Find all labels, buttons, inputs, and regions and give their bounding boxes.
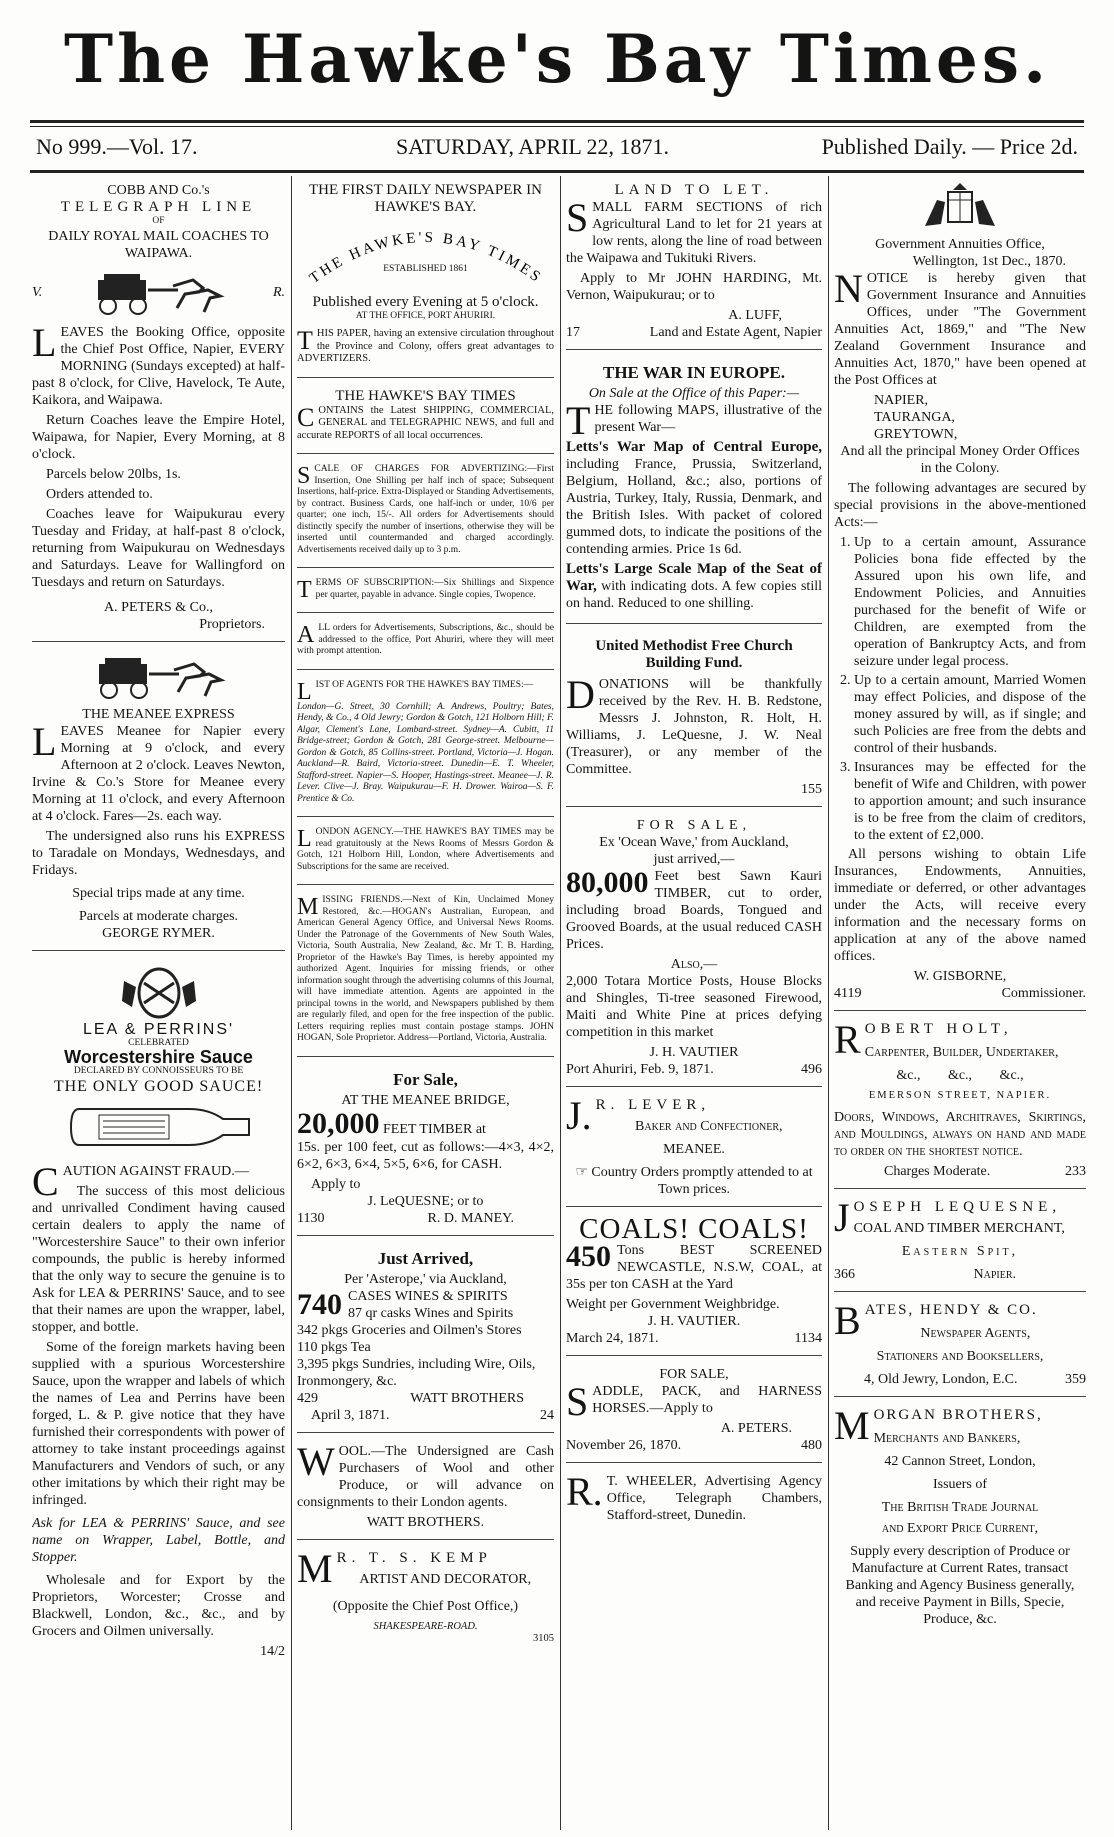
- ad-signature: A. PETERS.: [720, 1421, 792, 1436]
- ad-heading: United Methodist Free Church Building Fund.: [595, 638, 793, 671]
- masthead-rule: [30, 120, 1084, 123]
- ad-text: Merchants and Bankers,: [873, 1430, 1021, 1446]
- drop-cap: C: [297, 402, 315, 432]
- ad-text: 87 qr casks Wines and Spirits: [348, 1305, 514, 1321]
- lea-perrins-ad: [32, 957, 285, 1668]
- saddle-sale-ad: [566, 1362, 822, 1463]
- ad-signature: WATT BROTHERS: [410, 1390, 524, 1406]
- ad-date: March 24, 1871.: [566, 1331, 659, 1346]
- ad-text: Napier.: [973, 1266, 1016, 1282]
- ad-text: MEANEE.: [663, 1142, 725, 1157]
- ad-date: Wellington, 1st Dec., 1870.: [912, 254, 1066, 269]
- lequesne-ad: [834, 1195, 1086, 1292]
- ad-number: 233: [1065, 1163, 1086, 1179]
- missing-friends-ad: [297, 891, 554, 1057]
- ad-text: FEET TIMBER at: [383, 1121, 486, 1137]
- ad-text: Special trips made at any time.: [72, 885, 245, 901]
- coat-of-arms-icon: [915, 182, 1005, 232]
- ad-date: Port Ahuriri, Feb. 9, 1871.: [566, 1062, 714, 1077]
- masthead: [30, 0, 1084, 118]
- war-maps-ad: [566, 356, 822, 624]
- ad-text: Coaches leave for Waipukurau every Tuesday and Friday, at half-past 8 o'clock, returning from Waipukurau on Wednesdays and Saturdays. Leave for Wallingford on Tuesdays and return on Saturdays.: [32, 506, 285, 590]
- land-to-let-ad: [566, 178, 822, 350]
- drop-cap: A: [297, 622, 315, 648]
- pointing-hand-icon: ☞: [575, 1165, 588, 1180]
- just-arrived-ad: [297, 1242, 554, 1433]
- ad-heading: COBB AND Co.'s: [107, 183, 210, 198]
- ad-text: Baker and Confectioner,: [635, 1119, 783, 1134]
- ad-text: T. WHEELER, Advertising Agency Office, Telegraph Chambers, Stafford-street, Dunedin.: [606, 1474, 822, 1523]
- ad-number: 496: [801, 1062, 822, 1077]
- ad-heading: COALS! COALS!: [579, 1213, 809, 1245]
- ad-date: November 26, 1870.: [566, 1438, 682, 1453]
- ad-heading: Just Arrived,: [377, 1248, 474, 1268]
- ad-number: 1130: [297, 1210, 325, 1226]
- column-1: [32, 178, 285, 1828]
- column-divider: [828, 176, 829, 1830]
- ad-heading: LEA & PERRINS': [82, 1020, 235, 1038]
- first-daily-ad: [297, 178, 554, 378]
- drop-cap: N: [834, 266, 863, 311]
- ad-text: ADDLE, PACK, and HARNESS HORSES.—Apply to: [592, 1384, 822, 1416]
- ad-heading: AUTION AGAINST FRAUD.—: [62, 1163, 249, 1179]
- svg-text:THE HAWKE'S BAY TIMES: [306, 230, 544, 286]
- advantages-list: [834, 534, 1086, 844]
- ad-heading: R. LEVER,: [595, 1097, 711, 1113]
- ad-text: EAVES Meanee for Napier every Morning at 9 o'clock, and every Afternoon at 2 o'clock. Leaves Newton, Irvine & Co.'s Store for Meanee every Morning at 11 o'clock, and every Afternoon at 4 o'clock. Fares—2s. each way.: [32, 723, 285, 824]
- coach-mark-r: R.: [272, 285, 285, 300]
- ad-big-number: 740: [297, 1287, 342, 1321]
- drop-cap: L: [32, 718, 57, 764]
- drop-cap: S: [566, 195, 589, 240]
- ad-text: Return Coaches leave the Empire Hotel, Waipawa, for Napier, Every Morning, at 8 o'clock.: [32, 412, 285, 462]
- timber-sale-ad: [297, 1063, 554, 1236]
- ad-text: Land and Estate Agent, Napier: [649, 325, 822, 340]
- ad-text: Orders attended to.: [46, 486, 153, 502]
- ad-text: MALL FARM SECTIONS of rich Agricultural Land to let for 21 years at low rents, along the line of road between the Waipawa and Tukituki Rivers.: [566, 200, 822, 266]
- coach-mark-v: V.: [32, 285, 43, 300]
- ad-text: SHAKESPEARE-ROAD.: [373, 1620, 478, 1632]
- ad-heading: R. T. S. KEMP: [336, 1549, 492, 1566]
- ad-signature: A. LUFF,: [728, 308, 782, 323]
- ad-number: 1134: [794, 1331, 822, 1346]
- drop-cap: T: [297, 326, 313, 355]
- ad-text: Carpenter, Builder, Undertaker,: [864, 1045, 1059, 1060]
- ad-text: Doors, Windows, Architraves, Skirtings, and Mouldings, always on hand and made to order on the shortest notice.: [834, 1109, 1086, 1159]
- ad-text: 4, Old Jewry, London, E.C.: [864, 1371, 1018, 1387]
- ad-date: April 3, 1871.: [311, 1407, 390, 1423]
- ad-text: OF: [152, 216, 165, 226]
- drop-cap: S: [566, 1379, 589, 1424]
- column-2: [297, 178, 554, 1828]
- coach-illustration-row: [32, 268, 285, 318]
- ad-text: Weight per Government Weighbridge.: [566, 1297, 780, 1312]
- ad-text: GREYTOWN,: [874, 427, 958, 442]
- ad-text: Issuers of: [932, 1476, 988, 1492]
- ad-heading: Government Annuities Office,: [875, 237, 1045, 252]
- ad-number: 480: [801, 1438, 822, 1453]
- ad-signature: WATT BROTHERS.: [366, 1514, 485, 1530]
- advertizing-charges: [297, 460, 554, 568]
- dateline-rule: [30, 170, 1084, 173]
- ad-text: LL orders for Advertisements, Subscriptions, &c., should be addressed to the office, Port Ahuriri, where they will meet with prompt attention.: [297, 623, 554, 656]
- ad-text: Newspaper Agents,: [920, 1325, 1031, 1341]
- ad-text: CASES WINES & SPIRITS: [348, 1288, 508, 1304]
- column-4: [834, 178, 1086, 1828]
- ad-heading: IST OF AGENTS FOR THE HAWKE'S BAY TIMES:—: [315, 679, 534, 690]
- issue-number: No 999.—Vol. 17.: [36, 134, 198, 159]
- ad-text: OOL.—The Undersigned are Cash Purchasers of Wool and other Produce, or will advance on consignments to their London agents.: [297, 1443, 554, 1510]
- ad-heading: LAND TO LET.: [614, 182, 774, 198]
- ad-text: 3,395 pkgs Sundries, including Wire, Oils, Ironmongery, &c.: [297, 1356, 536, 1389]
- gov-annuities-ad: [834, 178, 1086, 1011]
- ad-big-number: 80,000: [566, 866, 649, 899]
- ad-text: Stationers and Booksellers,: [876, 1348, 1044, 1364]
- ad-text: Tons BEST SCREENED NEWCASTLE, N.S.W, COAL, at 35s per ton CASH at the Yard: [566, 1243, 822, 1292]
- cobb-coaches-ad: [32, 178, 285, 642]
- drop-cap: W: [297, 1438, 335, 1484]
- morgan-brothers-ad: [834, 1403, 1086, 1639]
- ad-signature: Proprietors.: [199, 616, 265, 632]
- ad-number: 359: [1065, 1371, 1086, 1387]
- ad-text: London—G. Street, 30 Cornhill; A. Andrews, Poultry; Bates, Hendy, & Co., 4 Old Jewry; Gordon & Gotch, 121 Holborn Hill; F. Algar, Clement's Lane, Lombard-street. Sydney—A. Cubitt, 11 Bridge-street; Gordon & Gotch, 281 George-street. Melbourne—Gordon & Gotch, 85 Collins-street. Portland, Victoria—J. Hogan. Auckland—R. Baird, Victoria-street. Dunedin—E. T. Wheeler, Stafford-street. Napier—S. Hooper, Hastings-street. Meanee—J. R. Lever. Clive—J. Bray. Waipukurau—F. H. Drower. Wairoa—S. F. Prentice & Co.: [297, 701, 554, 804]
- ad-text: including France, Prussia, Switzerland, Belgium, Holland, &c.; also, portions of Austria, Turkey, Italy, Russia, Denmark, and the British Isles. With packet of colored gummed dots, to indicate the positions of the contending armies. Price 1s 6d.: [566, 457, 822, 557]
- ad-text: COAL AND TIMBER MERCHANT,: [853, 1220, 1065, 1236]
- ad-heading: Letts's War Map of Central Europe,: [566, 439, 822, 455]
- column-divider: [291, 176, 292, 1830]
- ad-heading: FOR SALE,: [659, 1367, 729, 1382]
- dateline: [36, 134, 1078, 164]
- ad-text: Charges Moderate.: [884, 1163, 991, 1179]
- ad-heading: Published every Evening at 5 o'clock.: [312, 293, 539, 310]
- list-item: 3. Insurances may be effected for the benefit of Wife and Children, with power to apportion amount; and such insurance is to be free from the claim of creditors, to the extent of £2,000.: [854, 759, 1086, 844]
- drop-cap: B: [834, 1297, 861, 1343]
- ad-heading: TELEGRAPH LINE: [60, 199, 257, 215]
- ad-text: ONATIONS will be thankfully received by the Rev. H. B. Redstone, Messrs J. Johnston, R. Holt, H. Williams, J. LeQuesne, J. W. Neal (Treasurer), or any member of the Committee.: [566, 677, 822, 777]
- hbt-contents-ad: [297, 384, 554, 455]
- ad-text: Feet best Sawn Kauri TIMBER, cut to order, including broad Boards, Tongued and Grooved Boards, at the usual reduced CASH Prices.: [566, 869, 822, 952]
- bates-hendy-ad: [834, 1298, 1086, 1397]
- ad-text: &c., &c., &c.,: [896, 1068, 1024, 1083]
- coach-icon: [78, 268, 238, 318]
- ad-text: Eastern Spit,: [901, 1243, 1019, 1259]
- ad-number: 24: [540, 1407, 554, 1423]
- holt-carpenter-ad: [834, 1017, 1086, 1189]
- ad-text: Country Orders promptly attended to at Town prices.: [591, 1165, 813, 1197]
- ad-text: 110 pkgs Tea: [297, 1339, 371, 1355]
- drop-cap: M: [834, 1402, 870, 1448]
- ad-text: CALE OF CHARGES FOR ADVERTIZING:—First Insertion, One Shilling per half inch of space; Subsequent Insertions, half-price. Extra-Displayed or Standing Advertisements, by contract. Business Cards, one half-inch or under, 10/6 per quarter; one inch, 15/-. All orders for Advertisements should distinctly specify the number of insertions, otherwise they will be inserted until countermanded and charged accordingly. Advertisements received daily up to 3 p.m.: [297, 464, 554, 555]
- issue-date: SATURDAY, APRIL 22, 1871.: [396, 134, 670, 159]
- ad-text: Parcels below 20lbs, 1s.: [46, 466, 181, 482]
- ad-text: Commissioner.: [1001, 986, 1086, 1001]
- ad-text: ARTIST AND DECORATOR,: [359, 1571, 532, 1587]
- drop-cap: R.: [566, 1469, 603, 1514]
- ad-text: ONTAINS the Latest SHIPPING, COMMERCIAL, GENERAL and TELEGRAPHIC NEWS, and full and accurate REPORTS of all local occurrences.: [297, 404, 554, 441]
- ad-text: ESTABLISHED 1861: [383, 264, 468, 274]
- ad-text: Supply every description of Produce or Manufacture at Current Rates, transact Banking and Agency Business generally, and receive Payment in Bills, Specie, Produce, &c.: [845, 1543, 1075, 1627]
- ad-text: EAVES the Booking Office, opposite the Chief Post Office, Napier, EVERY MORNING (Sundays excepted) at half-past 8 o'clock, for Clive, Havelock, Te Aute, Kaikora, and Waipawa.: [32, 324, 285, 408]
- arched-title: [301, 216, 551, 286]
- drop-cap: T: [297, 577, 312, 603]
- ad-heading: Letts's Large Scale Map of the Seat of War,: [566, 561, 822, 594]
- ad-text: The undersigned also runs his EXPRESS to Taradale on Mondays, Wednesdays, and Fridays.: [32, 828, 285, 878]
- ad-heading: ATES, HENDY & CO.: [864, 1301, 1038, 1318]
- ad-text: OTICE is hereby given that Government Insurance and Annuities Offices, under "The Government Annuities Act, 1869," and "The New Zealand Government Insurance and Annuities Act, 1870," have been opened at the Post Offices at: [834, 271, 1086, 388]
- ad-number: 366: [834, 1266, 855, 1282]
- ad-heading: ORGAN BROTHERS,: [873, 1406, 1043, 1423]
- newspaper-title: The Hawke's Bay Times.: [63, 20, 1051, 98]
- ad-text: Ask for LEA & PERRINS' Sauce, and see name on Wrapper, Label, Bottle, and Stopper.: [32, 1515, 285, 1565]
- drop-cap: C: [32, 1158, 59, 1204]
- ad-text: ISSING FRIENDS.—Next of Kin, Unclaimed Money Restored, &c.—HOGAN's Australian, European, and American General Agency Office, and Universal News Rooms. Under the Patronage of the Governments of New South Wales, Victoria, South Australia, New Zealand, &c. Mr T. B. Harding, Proprietor of the Hawke's Bay Times, is hereby appointed my authorized Agent. Inquiries for missing friends, or other information sought through the advertising columns of this Journal, will have immediate attention. Agents are appointed in the principal towns in the world, and Newspapers published by them are regularly filed, and open for the free inspection of the public. Letters requiring replies must contain postage stamps. JOHN HOGAN, Sole Proprietor. Address—Portland, Victoria, Australia.: [297, 895, 554, 1043]
- ad-text: The success of this most delicious and unrivalled Condiment having caused certain dealers to apply the name of "Worcestershire Sauce" to their own inferior compounds, the public is hereby informed that the only way to secure the genuine is to Ask for LEA & PERRINS' Sauce, and to see that their names are upon the wrapper, label, stopper, and bottle.: [32, 1183, 285, 1335]
- sauce-bottle-icon: [59, 1095, 259, 1159]
- ad-text: On Sale at the Office of this Paper:—: [588, 386, 800, 401]
- drop-cap: T: [566, 398, 591, 443]
- ad-text: HIS PAPER, having an extensive circulation throughout the Province and Colony, offers great advantages to ADVERTIZERS.: [297, 328, 554, 364]
- ad-heading: OSEPH LEQUESNE,: [853, 1198, 1062, 1215]
- ad-text: Apply to: [311, 1176, 361, 1192]
- ad-heading: THE ONLY GOOD SAUCE!: [53, 1077, 264, 1095]
- ad-text: NAPIER,: [874, 393, 929, 408]
- ad-text: AT THE OFFICE, PORT AHURIRI.: [355, 310, 496, 321]
- ad-signature: R. D. MANEY.: [427, 1210, 514, 1226]
- ad-heading: DAILY ROYAL MAIL COACHES TO WAIPAWA.: [48, 228, 269, 261]
- ad-text: Also,—: [670, 957, 718, 972]
- drop-cap: M: [297, 1545, 333, 1591]
- ad-text: CELEBRATED: [128, 1037, 189, 1048]
- drop-cap: M: [297, 894, 319, 920]
- drop-cap: S: [297, 463, 311, 489]
- ad-text: Apply to Mr JOHN HARDING, Mt. Vernon, Waipukurau; or to: [566, 271, 822, 303]
- ad-text: And all the principal Money Order Offices in the Colony.: [840, 444, 1080, 476]
- ad-big-number: 20,000: [297, 1106, 380, 1140]
- agents-list: [297, 676, 554, 818]
- crest-icon: [114, 961, 204, 1021]
- coach-icon: [79, 652, 239, 702]
- ad-text: ONDON AGENCY.—THE HAWKE'S BAY TIMES may be read gratuitously at the News Rooms of Messrs Gordon & Gotch, 121 Holborn Hill, London, where Advertisements and Subscriptions for the same are received.: [297, 827, 554, 872]
- ad-heading: For Sale,: [393, 1069, 458, 1089]
- ad-text: Parcels at moderate charges.: [78, 908, 239, 924]
- ad-text: 342 pkgs Groceries and Oilmen's Stores: [297, 1322, 522, 1338]
- ad-heading: THE HAWKE'S BAY TIMES: [335, 387, 516, 404]
- ad-text: The following advantages are secured by special provisions in the above-mentioned Acts:—: [834, 481, 1086, 530]
- kemp-ad: [297, 1546, 554, 1654]
- masthead-rule-thin: [30, 126, 1084, 127]
- subscription-terms: [297, 574, 554, 613]
- methodist-fund-ad: [566, 630, 822, 807]
- ad-heading: THE WAR IN EUROPE.: [603, 363, 785, 382]
- list-item: 2. Up to a certain amount, Married Women may effect Policies, and dispose of the money assured by will, as if single; and such Policies are free from the debts and control of their husbands.: [854, 672, 1086, 757]
- ad-heading: THE FIRST DAILY NEWSPAPER IN HAWKE'S BAY.: [309, 182, 542, 215]
- ad-heading: Worcestershire Sauce: [64, 1047, 253, 1067]
- ad-signature: J. H. VAUTIER.: [647, 1314, 741, 1329]
- list-item: 1. Up to a certain amount, Assurance Policies bona fide effected by the Assured upon his own life, and Endowment Policies, and Annuities purchased for the benefit of Wife or Children, are exempted from the operation of Bankruptcy Acts, and from seizure under legal process.: [854, 534, 1086, 670]
- ad-text: EMERSON STREET, NAPIER.: [868, 1090, 1052, 1101]
- ad-signature: J. H. VAUTIER: [649, 1045, 739, 1060]
- column-3: [566, 178, 822, 1828]
- ad-text: Ex 'Ocean Wave,' from Auckland,: [599, 835, 789, 850]
- ad-text: The British Trade Journal: [881, 1499, 1039, 1515]
- lever-baker-ad: [566, 1093, 822, 1207]
- meanee-express-ad: [32, 648, 285, 951]
- ad-number: 4119: [834, 986, 862, 1001]
- price-note: Published Daily. — Price 2d.: [821, 134, 1078, 159]
- ad-number: 429: [297, 1390, 318, 1406]
- ad-text: with indicating dots. A few copies still on hand. Reduced to one shilling.: [566, 579, 822, 611]
- ad-text: ERMS OF SUBSCRIPTION:—Six Shillings and Sixpence per quarter, payable in advance. Single copies, Twopence.: [315, 578, 554, 600]
- ad-text: just arrived,—: [653, 852, 735, 867]
- ad-heading: OBERT HOLT,: [864, 1021, 1013, 1037]
- drop-cap: J: [834, 1194, 850, 1240]
- london-agency: [297, 823, 554, 885]
- drop-cap: L: [32, 319, 57, 365]
- coals-ad: [566, 1213, 822, 1356]
- ad-heading: FOR SALE,: [636, 818, 752, 833]
- drop-cap: R: [834, 1017, 861, 1062]
- ad-text: TAURANGA,: [874, 410, 955, 425]
- ad-text: Per 'Asterope,' via Auckland,: [344, 1271, 507, 1287]
- ad-signature: J. LeQUESNE; or to: [367, 1193, 484, 1209]
- wool-ad: [297, 1439, 554, 1540]
- ad-signature: W. GISBORNE,: [913, 969, 1007, 984]
- ad-text: AT THE MEANEE BRIDGE,: [341, 1092, 510, 1108]
- ad-text: 2,000 Totara Mortice Posts, House Blocks and Shingles, Ti-tree seasoned Firewood, Maiti and White Pine at prices defying competition in this market: [566, 974, 822, 1040]
- ad-number: 14/2: [260, 1643, 285, 1659]
- ad-big-number: 450: [566, 1240, 611, 1273]
- drop-cap: J.: [566, 1093, 592, 1138]
- kauri-timber-ad: [566, 813, 822, 1087]
- ad-number: 3105: [533, 1633, 554, 1644]
- wheeler-agency-ad: [566, 1469, 822, 1535]
- ad-text: 15s. per 100 feet, cut as follows:—4×3, 4×2, 6×2, 6×3, 6×4, 5×5, 6×6, for CASH.: [297, 1139, 554, 1172]
- ad-heading: THE MEANEE EXPRESS: [82, 706, 235, 722]
- drop-cap: L: [297, 678, 312, 705]
- ad-text: All persons wishing to obtain Life Insurances, Endowments, Annuities, immediate or deferred, or other advantages under the Acts, will receive every information and the necessary forms on application at any of the above named offices.: [834, 847, 1086, 964]
- drop-cap: L: [297, 826, 312, 852]
- ad-number: 17: [566, 325, 580, 340]
- ad-text: Wholesale and for Export by the Proprietors, Worcester; Crosse and Blackwell, London, &c., &c., and by Grocers and Oilmen universally.: [32, 1572, 285, 1639]
- arched-title-text: THE HAWKE'S BAY TIMES: [306, 229, 545, 286]
- column-divider: [560, 176, 561, 1830]
- ad-text: 42 Cannon Street, London,: [884, 1453, 1036, 1469]
- ad-signature: A. PETERS & Co.,: [104, 599, 213, 615]
- ad-signature: GEORGE RYMER.: [102, 925, 215, 941]
- orders-notice: [297, 619, 554, 670]
- ad-text: Some of the foreign markets having been supplied with a spurious Worcestershire Sauce, upon the wrapper and labels of which the names of Lea and Perrins have been forged, L. & P. give notice that they have furnished their correspondents with power of attorney to take instant proceedings against Manufacturers and Vendors of such, or any other imitations by which their right may be infringed.: [32, 1339, 285, 1508]
- ad-text: HE following MAPS, illustrative of the present War—: [594, 403, 822, 435]
- drop-cap: D: [566, 672, 595, 717]
- ad-number: 155: [801, 782, 822, 797]
- ad-text: and Export Price Current,: [881, 1520, 1039, 1536]
- ad-text: (Opposite the Chief Post Office,): [332, 1598, 519, 1614]
- ad-text: DECLARED BY CONNOISSEURS TO BE: [73, 1066, 244, 1076]
